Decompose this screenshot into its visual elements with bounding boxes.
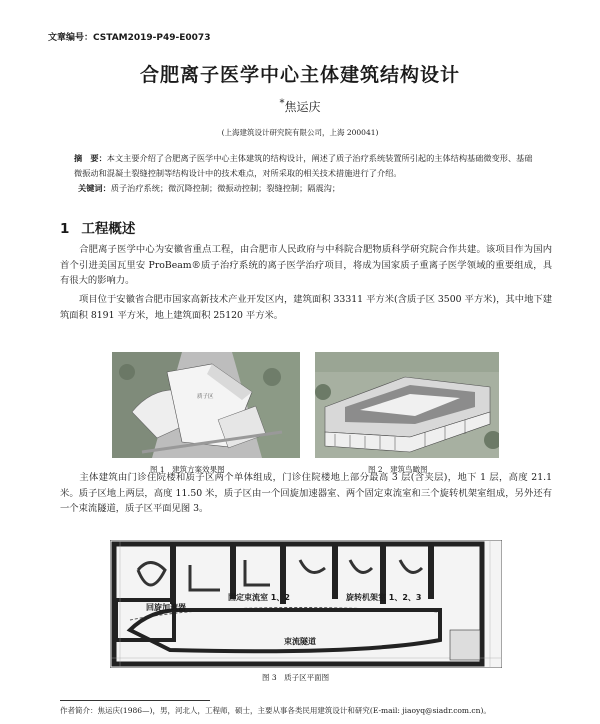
paragraph-text: 项目位于安徽省合肥市国家高新技术产业开发区内，建筑面积 33311 平方米(含质子区 3500 平方米)，其中地下建筑面积 8191 平方米，地上建筑面积 25120 平方米。 — [60, 294, 552, 321]
keywords-text: 质子治疗系统；微沉降控制；微振动控制；裂缝控制；隔震沟； — [110, 183, 341, 193]
keywords — [78, 183, 538, 194]
label-gantry: 旋转机架室 1、2、3 — [346, 593, 422, 602]
label-tunnel: 束流隧道 — [284, 637, 316, 646]
figure-label: 质子区 — [197, 394, 214, 400]
author-name: 焦运庆 — [284, 100, 321, 114]
paragraph — [60, 242, 552, 289]
paper-title: 合肥离子医学中心主体建筑结构设计 — [139, 64, 460, 86]
section-number: 1 — [60, 221, 70, 237]
figure-aerial-view — [315, 352, 499, 458]
abstract-text: 本文主要介绍了合肥离子医学中心主体建筑的结构设计，阐述了质子治疗系统装置所引起的主体结构基础微变形、基础微振动和混凝土裂缝控制等结构设计中的技术难点，对所采取的相关技术措施进行了介绍。 — [74, 153, 533, 178]
label-fixed-beam: 固定束流室 1、2 — [228, 593, 290, 602]
paragraph — [60, 470, 552, 517]
article-number: 文章编号：CSTAM2019-P49-E0073 — [48, 33, 211, 43]
author-line — [0, 98, 600, 115]
author-footnote: 作者简介：焦运庆(1986—)，男，河北人，工程师，硕士，主要从事各类民用建筑设计和研究(E-mail: jiaoyq@siadr.com.cn)。 — [60, 706, 491, 715]
abstract-label: 摘 要： — [74, 153, 107, 163]
keywords-label: 关键词： — [78, 183, 111, 193]
label-cyclotron: 回旋加速器 — [146, 603, 186, 612]
affiliation: (上海建筑设计研究院有限公司，上海 200041) — [221, 128, 379, 137]
author-mark: * — [279, 98, 285, 109]
figure-rendering — [112, 352, 300, 458]
section-title: 工程概述 — [81, 221, 136, 237]
footnote-divider — [60, 700, 210, 701]
figure-floor-plan — [110, 540, 502, 668]
section-heading — [60, 217, 147, 237]
figure-caption: 图 1 建筑方案效果图 — [150, 465, 225, 474]
paragraph — [60, 292, 552, 323]
paragraph-text: 主体建筑由门诊住院楼和质子区两个单体组成，门诊住院楼地上部分最高 3 层(含夹层)，地下 1 层，高度 21.1 米。质子区地上两层，高度 11.50 米，质子区由一个回旋加速器室、两个固定束流室和三个旋转机架室组成，另外还有一个束流隧道，质子区平面见图 3。 — [60, 472, 552, 514]
abstract — [74, 151, 536, 181]
figure-caption: 图 2 建筑鸟瞰图 — [368, 465, 428, 474]
paragraph-text: 合肥离子医学中心为安徽省重点工程，由合肥市人民政府与中科院合肥物质科学研究院合作共建。该项目作为国内首个引进美国瓦里安 ProBeam®质子治疗系统的离子医学治疗项目，将成为国家质子重离子医学领域的重要组成，具有很大的影响力。 — [60, 244, 552, 286]
figure-caption: 图 3 质子区平面图 — [262, 673, 330, 682]
